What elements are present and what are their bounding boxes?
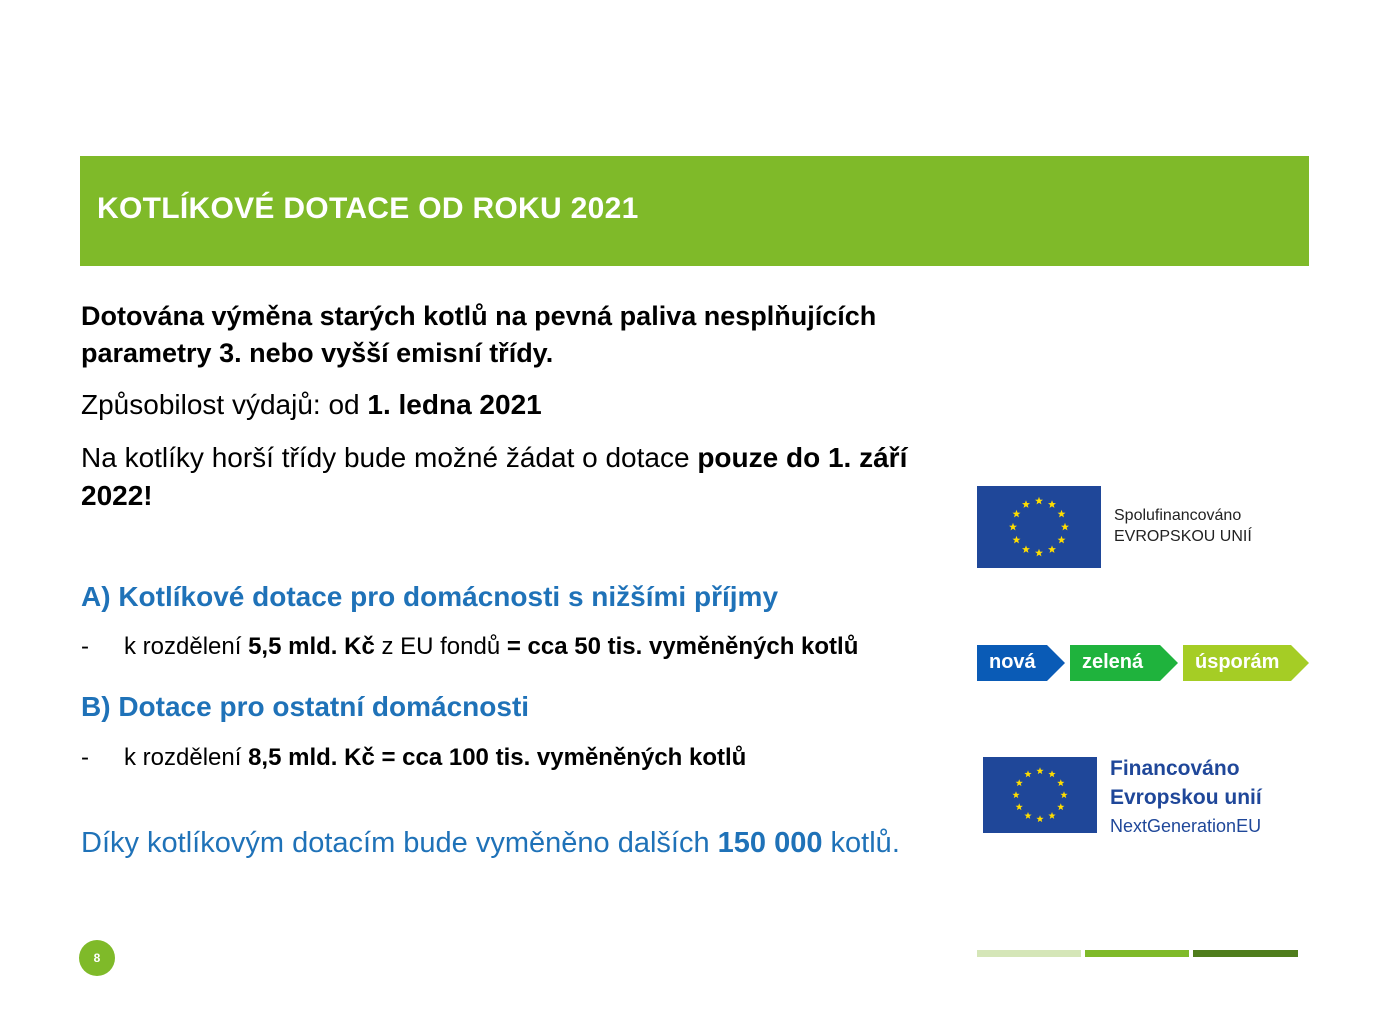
decor-bar-dark <box>1193 950 1298 957</box>
nextgen-line3: NextGenerationEU <box>1110 816 1262 836</box>
bullet-middle: z EU fondů <box>374 633 507 660</box>
footer-note <box>81 827 900 860</box>
cofinanced-line1: Spolufinancováno <box>1114 507 1242 524</box>
eu-stars-icon <box>977 486 1101 568</box>
program-label-3: úsporám <box>1195 651 1280 673</box>
eligibility-date: 1. ledna 2021 <box>367 389 542 420</box>
footer-suffix: kotlů. <box>822 827 900 859</box>
nextgen-line2: Evropskou unií <box>1110 786 1262 809</box>
bullet-result: = cca 50 tis. vyměněných kotlů <box>506 633 859 660</box>
eu-flag-icon <box>977 486 1101 568</box>
eu-star-icon <box>1022 545 1030 553</box>
bullet-text <box>124 632 858 662</box>
nextgen-text <box>1110 754 1262 812</box>
deadline-bold: pouze do 1. září 2022! <box>81 442 908 511</box>
bullet-dash: - <box>81 633 89 660</box>
eu-stars-icon <box>983 757 1097 833</box>
cofinanced-line2: EVROPSKOU UNIÍ <box>1114 528 1252 545</box>
eu-flag-icon <box>983 757 1097 833</box>
eu-star-icon <box>1016 803 1023 810</box>
section-b-title: B) Dotace pro ostatní domácnosti <box>81 691 530 722</box>
eu-star-icon <box>1048 812 1055 819</box>
program-label-2: zelená <box>1082 651 1144 673</box>
eu-star-icon <box>1022 500 1030 508</box>
bullet-dash: - <box>81 744 89 771</box>
nextgen-line1: Financováno <box>1110 757 1240 780</box>
eu-star-icon <box>1016 779 1023 786</box>
deadline-line <box>81 439 961 515</box>
eu-star-icon <box>1035 497 1043 505</box>
eu-star-icon <box>1048 770 1055 777</box>
section-a-title: A) Kotlíkové dotace pro domácnosti s nižšími příjmy <box>81 581 779 612</box>
bullet-text <box>124 743 746 773</box>
eu-star-icon <box>1058 536 1066 544</box>
footer-number: 150 000 <box>717 827 823 859</box>
bullet-prefix: k rozdělení <box>124 744 249 771</box>
program-chevron-1 <box>977 645 1065 681</box>
cofinanced-text <box>1114 505 1252 547</box>
bullet-amount: 5,5 mld. Kč <box>248 633 375 660</box>
footer-prefix: Díky kotlíkovým dotacím bude vyměněno dalších <box>81 827 718 859</box>
eu-star-icon <box>1048 500 1056 508</box>
eu-star-icon <box>1036 815 1043 822</box>
program-chevron-2 <box>1070 645 1178 681</box>
page-number: 8 <box>79 940 115 976</box>
slide-title: KOTLÍKOVÉ DOTACE OD ROKU 2021 <box>97 192 639 225</box>
eligibility-label: Způsobilost výdajů: od <box>81 389 368 420</box>
eu-star-icon <box>1024 812 1031 819</box>
eu-star-icon <box>1009 523 1017 531</box>
header-band <box>80 156 1309 266</box>
eu-star-icon <box>1057 803 1064 810</box>
intro-text: Dotována výměna starých kotlů na pevná paliva nesplňujících parametry 3. nebo vyšší emisní třídy. <box>81 301 877 368</box>
decor-bar-mid <box>1085 950 1189 957</box>
eligibility-line <box>81 387 542 423</box>
program-chevron-3 <box>1183 645 1309 681</box>
program-label-1: nová <box>989 651 1036 673</box>
eu-star-icon <box>1057 779 1064 786</box>
eu-star-icon <box>1036 767 1043 774</box>
decor-bar-light <box>977 950 1081 957</box>
eu-star-icon <box>1012 536 1020 544</box>
eu-star-icon <box>1035 549 1043 557</box>
eu-star-icon <box>1012 510 1020 518</box>
eu-star-icon <box>1060 791 1067 798</box>
eu-star-icon <box>1048 545 1056 553</box>
bullet-prefix: k rozdělení <box>124 633 249 660</box>
eu-star-icon <box>1012 791 1019 798</box>
eu-star-icon <box>1058 510 1066 518</box>
bullet-amount: 8,5 mld. Kč <box>248 744 375 771</box>
deadline-text: Na kotlíky horší třídy bude možné žádat o dotace <box>81 442 698 473</box>
eu-star-icon <box>1024 770 1031 777</box>
eu-star-icon <box>1061 523 1069 531</box>
bullet-result: = cca 100 tis. vyměněných kotlů <box>374 744 747 771</box>
